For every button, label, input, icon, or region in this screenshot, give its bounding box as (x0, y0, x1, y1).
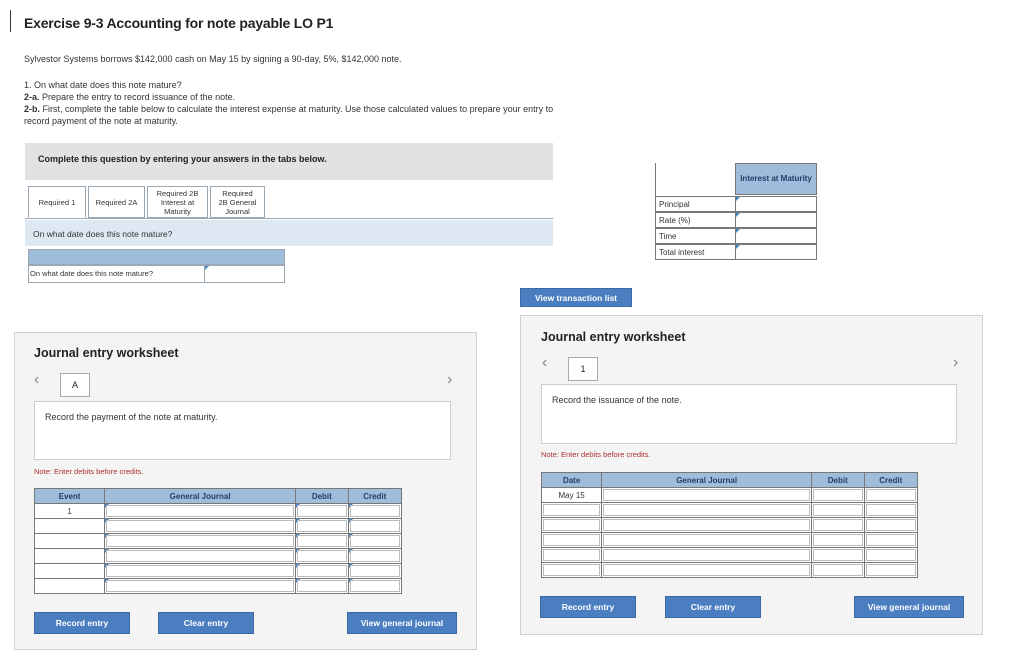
credit-input[interactable] (864, 503, 918, 518)
rate-input[interactable] (735, 212, 817, 228)
table-row (35, 549, 402, 564)
debit-input[interactable] (812, 518, 864, 533)
left-description-text: Record the payment of the note at maturity. (45, 412, 218, 422)
event-cell (35, 579, 105, 594)
table-row (542, 518, 918, 533)
left-worksheet-tab[interactable]: A (60, 373, 90, 397)
account-input[interactable] (602, 563, 812, 578)
account-input[interactable] (105, 519, 296, 534)
interest-row-label-cell (655, 212, 736, 228)
event-cell (35, 549, 105, 564)
tabs-underline (25, 218, 553, 219)
credit-input[interactable] (348, 579, 401, 594)
table-row (542, 548, 918, 563)
intro-text: Sylvestor Systems borrows $142,000 cash on May 15 by signing a 90-day, 5%, $142,000 note. (24, 54, 402, 64)
question-2b-text: First, complete the table below to calculate the interest expense at maturity. Use those calculated values to prepare your entry to (40, 104, 554, 114)
column-header: General Journal (105, 489, 296, 504)
answer-table-header (28, 249, 285, 265)
maturity-date-input[interactable] (204, 266, 284, 282)
credit-input[interactable] (348, 519, 401, 534)
page-title: Exercise 9-3 Accounting for note payable LO P1 (24, 15, 334, 31)
date-input[interactable] (542, 518, 602, 533)
credit-input[interactable] (864, 518, 918, 533)
right-journal-table (541, 472, 918, 578)
account-input[interactable] (105, 564, 296, 579)
column-header: General Journal (602, 473, 812, 488)
credit-input[interactable] (864, 533, 918, 548)
account-input[interactable] (602, 548, 812, 563)
credit-input[interactable] (348, 504, 401, 519)
credit-input[interactable] (348, 564, 401, 579)
credit-input[interactable] (348, 534, 401, 549)
debit-input[interactable] (296, 579, 348, 594)
debit-input[interactable] (296, 549, 348, 564)
debit-input[interactable] (812, 503, 864, 518)
debit-input[interactable] (296, 519, 348, 534)
question-1-text: On what date does this note mature? (31, 80, 182, 90)
date-cell: May 15 (542, 488, 602, 503)
column-header: Event (35, 489, 105, 504)
left-description-box (34, 401, 451, 460)
tab-required-2b-interest[interactable]: Required 2B Interest at Maturity (147, 186, 208, 218)
right-worksheet-title: Journal entry worksheet (541, 330, 686, 344)
right-record-entry-button[interactable]: Record entry (540, 596, 636, 618)
date-input[interactable] (542, 548, 602, 563)
table-row (35, 519, 402, 534)
credit-input[interactable] (864, 563, 918, 578)
left-view-general-journal-button[interactable]: View general journal (347, 612, 457, 634)
table-row (35, 564, 402, 579)
question-2a (24, 91, 235, 103)
right-description-text: Record the issuance of the note. (552, 395, 682, 405)
question-2b (24, 103, 553, 115)
event-cell (35, 564, 105, 579)
left-journal-table (34, 488, 402, 594)
principal-label: Principal (659, 200, 690, 209)
table-row (542, 533, 918, 548)
principal-input[interactable] (735, 196, 817, 212)
question-2a-text: Prepare the entry to record issuance of the note. (39, 92, 236, 102)
table-header-row (542, 473, 918, 488)
account-input[interactable] (105, 504, 296, 519)
date-input[interactable] (542, 503, 602, 518)
event-cell (35, 519, 105, 534)
debit-input[interactable] (812, 548, 864, 563)
event-cell: 1 (35, 504, 105, 519)
question-1 (24, 79, 182, 91)
column-header: Debit (296, 489, 348, 504)
interest-table-header: Interest at Maturity (735, 163, 817, 195)
table-row (35, 534, 402, 549)
left-worksheet-title: Journal entry worksheet (34, 346, 179, 360)
instruction-text: Complete this question by entering your answers in the tabs below. (38, 154, 327, 164)
column-header: Credit (348, 489, 401, 504)
left-divider (10, 10, 11, 32)
prev-chevron-icon[interactable]: ‹ (34, 371, 40, 388)
next-chevron-icon[interactable]: › (953, 354, 959, 371)
rate-label: Rate (%) (659, 216, 691, 225)
debit-input[interactable] (296, 564, 348, 579)
view-transaction-list-button[interactable]: View transaction list (520, 288, 632, 307)
column-header: Date (542, 473, 602, 488)
credit-input[interactable] (348, 549, 401, 564)
table-header-row (35, 489, 402, 504)
table-row (35, 504, 402, 519)
account-input[interactable] (105, 534, 296, 549)
account-input[interactable] (602, 533, 812, 548)
interest-row-label-cell (655, 228, 736, 244)
prev-chevron-icon[interactable]: ‹ (542, 354, 548, 371)
credit-input[interactable] (864, 548, 918, 563)
next-chevron-icon[interactable]: › (447, 371, 453, 388)
account-input[interactable] (602, 503, 812, 518)
right-worksheet-tab[interactable]: 1 (568, 357, 598, 381)
left-record-entry-button[interactable]: Record entry (34, 612, 130, 634)
debit-input[interactable] (296, 534, 348, 549)
left-clear-entry-button[interactable]: Clear entry (158, 612, 254, 634)
table-row (542, 563, 918, 578)
right-description-box (541, 384, 957, 444)
question-2b-continued: record payment of the note at maturity. (24, 116, 178, 126)
question-2a-number: 2-a. (24, 92, 40, 102)
debit-input[interactable] (812, 488, 864, 503)
account-input[interactable] (602, 518, 812, 533)
account-input[interactable] (105, 549, 296, 564)
interest-row-label-cell (655, 196, 736, 212)
debit-input[interactable] (296, 504, 348, 519)
tab-required-2b-journal[interactable]: Required 2B General Journal (210, 186, 265, 218)
left-note: Note: Enter debits before credits. (34, 467, 144, 476)
table-row (35, 579, 402, 594)
table-row (542, 503, 918, 518)
time-input[interactable] (735, 228, 817, 244)
table-row (542, 488, 918, 503)
time-label: Time (659, 232, 677, 241)
interest-row-label-cell (655, 244, 736, 260)
total-interest-label: Total interest (659, 248, 705, 257)
question-1-number: 1. (24, 80, 32, 90)
column-header: Debit (812, 473, 864, 488)
date-input[interactable] (542, 563, 602, 578)
total-interest-input[interactable] (735, 244, 817, 260)
date-input[interactable] (542, 533, 602, 548)
column-header: Credit (864, 473, 918, 488)
debit-input[interactable] (812, 533, 864, 548)
tab-question-text: On what date does this note mature? (33, 229, 173, 239)
event-cell (35, 534, 105, 549)
right-note: Note: Enter debits before credits. (541, 450, 651, 459)
account-input[interactable] (105, 579, 296, 594)
credit-input[interactable] (864, 488, 918, 503)
answer-label: On what date does this note mature? (30, 269, 153, 278)
account-input[interactable] (602, 488, 812, 503)
tab-required-2a[interactable]: Required 2A (88, 186, 145, 218)
right-clear-entry-button[interactable]: Clear entry (665, 596, 761, 618)
right-view-general-journal-button[interactable]: View general journal (854, 596, 964, 618)
question-2b-number: 2-b. (24, 104, 41, 114)
tab-required-1[interactable]: Required 1 (28, 186, 86, 218)
debit-input[interactable] (812, 563, 864, 578)
